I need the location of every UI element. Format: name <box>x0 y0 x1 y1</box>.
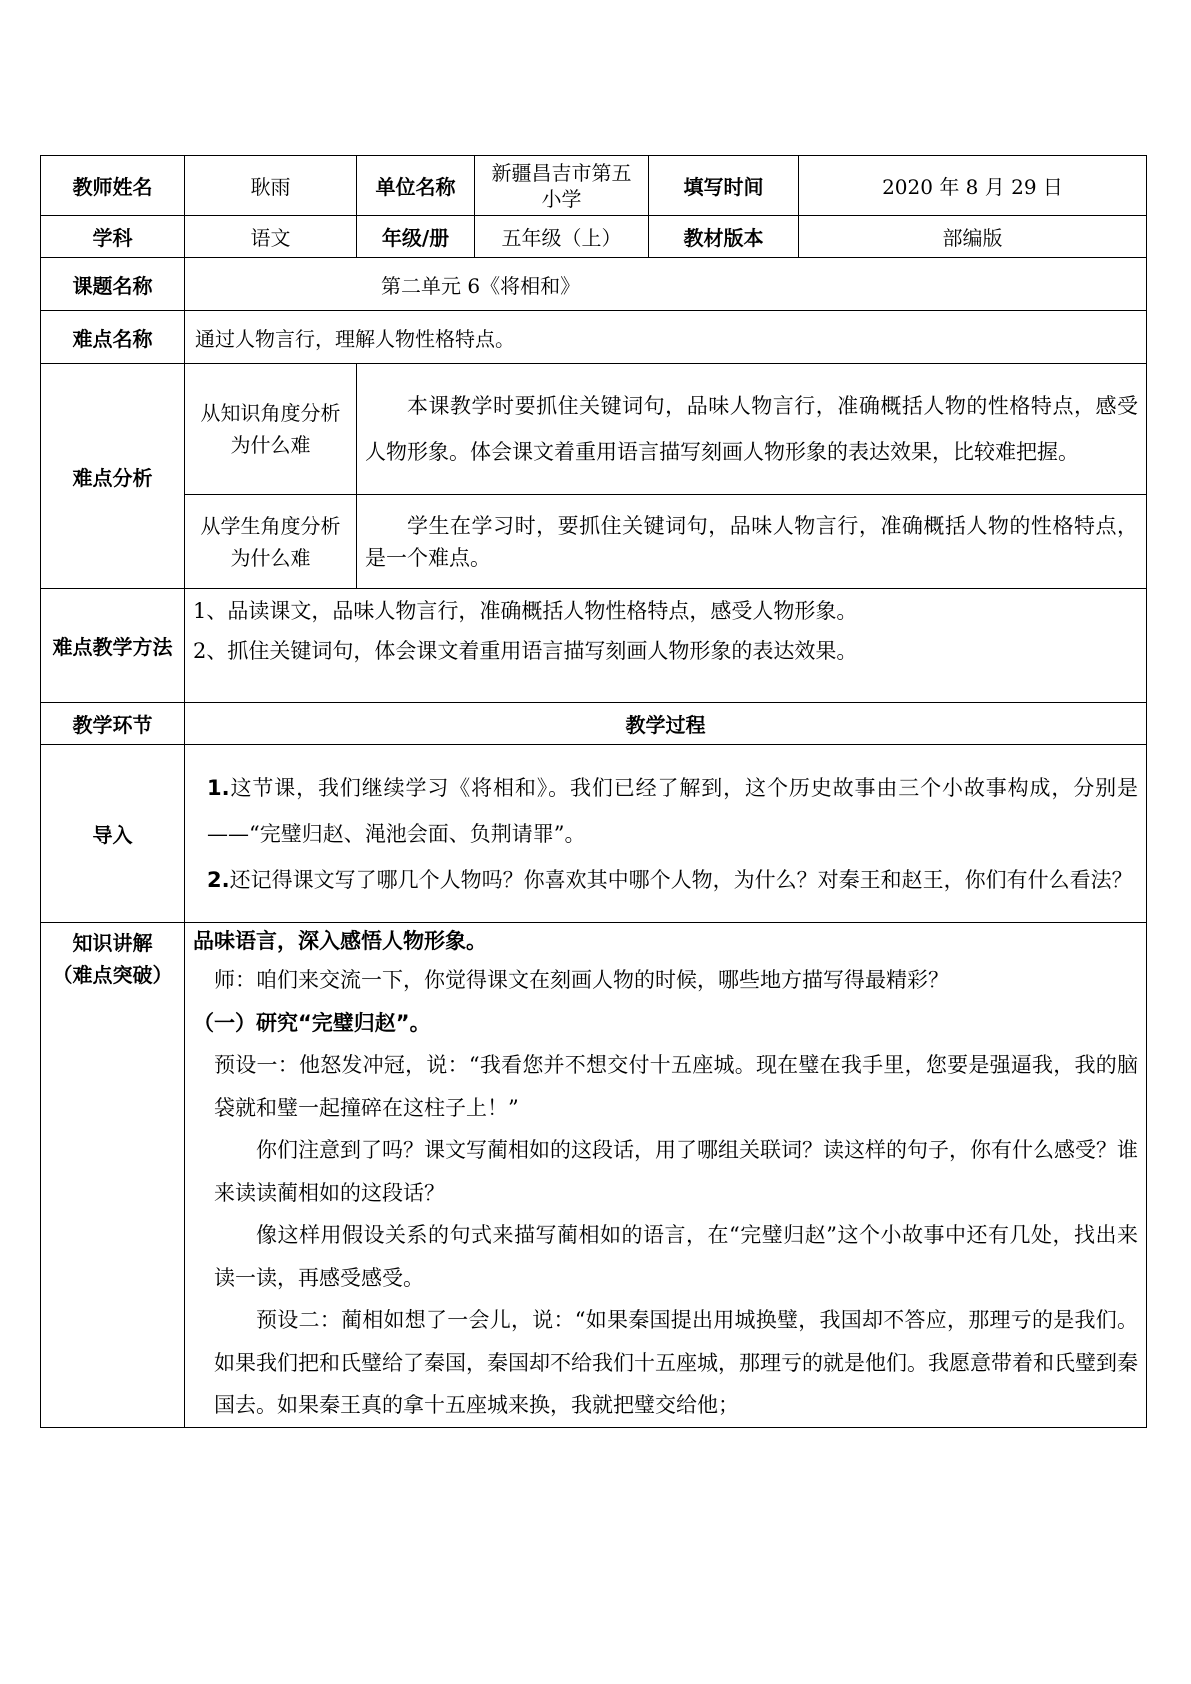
knowledge-label-cell <box>41 923 185 1428</box>
intro-row <box>41 745 1147 923</box>
topic-row <box>41 258 1147 311</box>
knowledge-angle-text: 本课教学时要抓住关键词句，品味人物言行，准确概括人物的性格特点，感受人物形象。体会课文着重用语言描写刻画人物形象的表达效果，比较难把握。 <box>365 394 1138 464</box>
analysis-student-row <box>41 495 1147 589</box>
student-angle-label: 从学生角度分析为什么难 <box>185 495 357 589</box>
edition-value: 部编版 <box>799 216 1147 258</box>
knowledge-angle-cell <box>357 364 1147 495</box>
topic-value: 第二单元 6《将相和》 <box>185 258 1147 311</box>
process-label: 教学过程 <box>185 703 1147 745</box>
lesson-plan-sheet <box>40 155 1146 1428</box>
question-two: 像这样用假设关系的句式来描写蔺相如的语言，在“完璧归赵”这个小故事中还有几处，找出来读一读，再感受感受。 <box>214 1223 1138 1290</box>
method-cell <box>185 589 1147 703</box>
difficulty-value: 通过人物言行，理解人物性格特点。 <box>185 311 1147 364</box>
grade-value: 五年级（上） <box>475 216 649 258</box>
unit-name-value: 新疆昌吉市第五小学 <box>475 156 649 216</box>
edition-label: 教材版本 <box>649 216 799 258</box>
teacher-name-value: 耿雨 <box>185 156 357 216</box>
knowledge-row <box>41 923 1147 1428</box>
subject-value: 语文 <box>185 216 357 258</box>
grade-label: 年级/册 <box>357 216 475 258</box>
student-angle-cell <box>357 495 1147 589</box>
intro-item-2 <box>207 857 1138 903</box>
question-one: 你们注意到了吗？课文写蔺相如的这段话，用了哪组关联词？读这样的句子，你有什么感受？谁来读读蔺相如的这段话？ <box>214 1138 1138 1205</box>
method-item-1: 1、品读课文，品味人物言行，准确概括人物性格特点，感受人物形象。 <box>193 599 858 623</box>
process-header-row <box>41 703 1147 745</box>
method-label: 难点教学方法 <box>41 589 185 703</box>
intro-text-2: 还记得课文写了哪几个人物吗？你喜欢其中哪个人物，为什么？对秦王和赵王，你们有什么看法？ <box>229 867 1133 892</box>
teacher-question: 师：咱们来交流一下，你觉得课文在刻画人物的时候，哪些地方描写得最精彩？ <box>214 968 949 992</box>
analysis-label: 难点分析 <box>41 364 185 589</box>
knowledge-sublabel: （难点突破） <box>52 963 173 987</box>
method-item-2: 2、抓住关键词句，体会课文着重用语言描写刻画人物形象的表达效果。 <box>193 639 858 663</box>
teacher-name-label: 教师姓名 <box>41 156 185 216</box>
lesson-plan-table <box>40 155 1147 1428</box>
student-angle-text: 学生在学习时，要抓住关键词句，品味人物言行，准确概括人物的性格特点，是一个难点。 <box>365 513 1138 570</box>
knowledge-angle-label: 从知识角度分析为什么难 <box>185 364 357 495</box>
section-heading: （一）研究“完璧归赵”。 <box>193 1010 431 1035</box>
difficulty-row <box>41 311 1147 364</box>
intro-label: 导入 <box>41 745 185 923</box>
intro-num-1: 1. <box>207 775 230 800</box>
fill-date-label: 填写时间 <box>649 156 799 216</box>
method-row <box>41 589 1147 703</box>
topic-label: 课题名称 <box>41 258 185 311</box>
process-step-label: 教学环节 <box>41 703 185 745</box>
intro-text-1: 这节课，我们继续学习《将相和》。我们已经了解到，这个历史故事由三个小故事构成，分别是——“完璧归赵、渑池会面、负荆请罪”。 <box>207 775 1138 846</box>
preset-two: 预设二：蔺相如想了一会儿，说：“如果秦国提出用城换璧，我国却不答应，那理亏的是我们。如果我们把和氏璧给了秦国，秦国却不给我们十五座城，那理亏的就是他们。我愿意带着和氏璧到秦国去。如果秦王真的拿十五座城来换，我就把璧交给他； <box>214 1308 1138 1417</box>
knowledge-heading: 品味语言，深入感悟人物形象。 <box>193 929 487 953</box>
preset-one: 预设一：他怒发冲冠，说：“我看您并不想交付十五座城。现在璧在我手里，您要是强逼我，我的脑袋就和璧一起撞碎在这柱子上！” <box>214 1053 1138 1120</box>
header-row-2 <box>41 216 1147 258</box>
intro-item-1 <box>207 765 1138 857</box>
knowledge-cell <box>185 923 1147 1428</box>
header-row-1 <box>41 156 1147 216</box>
intro-num-2: 2. <box>207 867 230 892</box>
fill-date-value: 2020 年 8 月 29 日 <box>799 156 1147 216</box>
subject-label: 学科 <box>41 216 185 258</box>
knowledge-label: 知识讲解 <box>72 931 153 955</box>
intro-cell <box>185 745 1147 923</box>
analysis-knowledge-row <box>41 364 1147 495</box>
difficulty-label: 难点名称 <box>41 311 185 364</box>
unit-name-label: 单位名称 <box>357 156 475 216</box>
